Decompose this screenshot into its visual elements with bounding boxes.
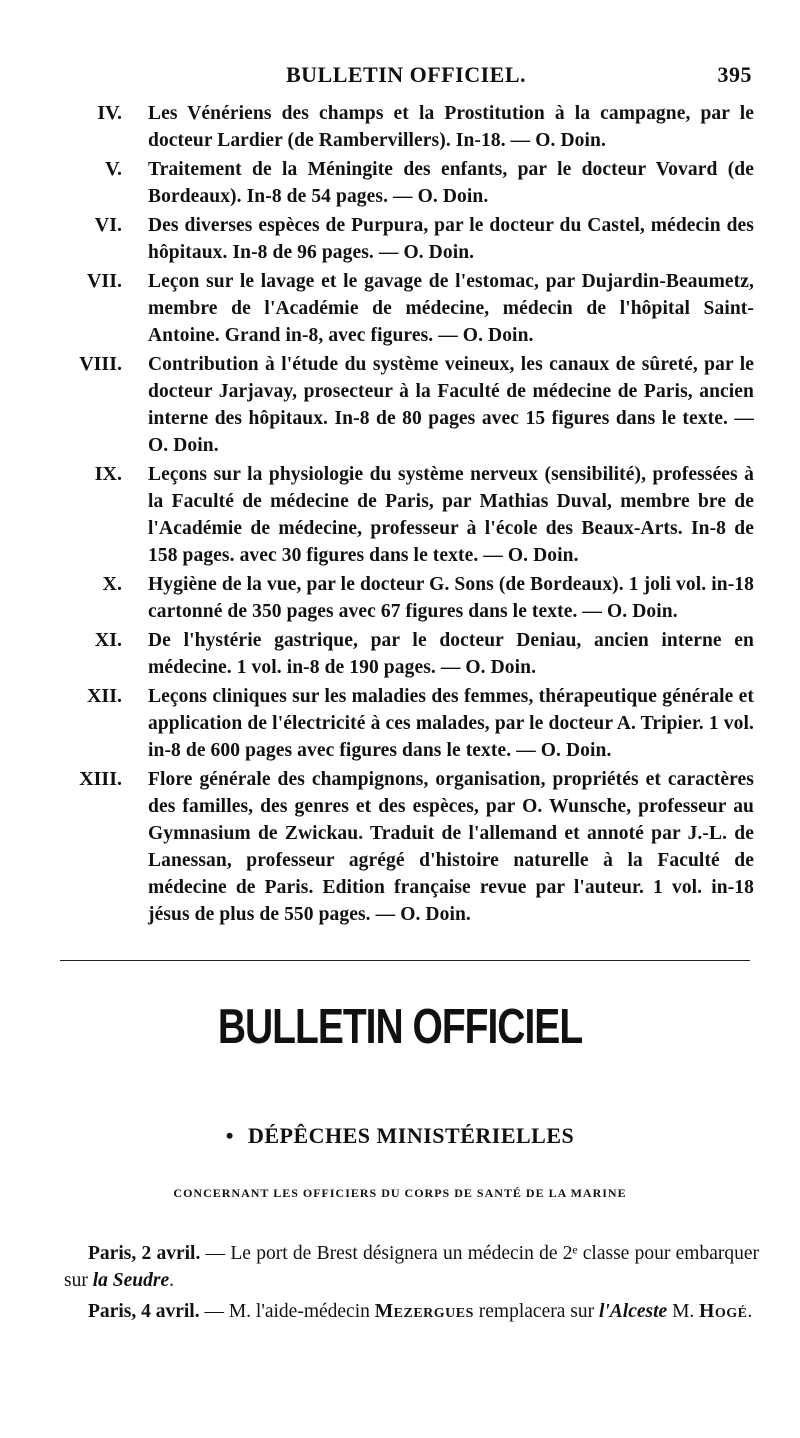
subheading: CONCERNANT LES OFFICIERS DU CORPS DE SANTÉ DE LA MARINE [173, 1186, 627, 1200]
running-header [60, 62, 752, 96]
dispatch-entry [64, 1240, 759, 1294]
entry-text: Leçons sur la physiologie du système nerveux (sensibilité), professées à la Faculté de médecine de Paris, par Mathias Duval, membre bre de l'Académie de médecine, professeur à l'école des Beaux-Arts. In-8 de 158 pages. avec 30 figures dans le texte. — O. Doin. [148, 464, 754, 566]
entry-number: XII. [86, 685, 122, 707]
entry-number: VI. [94, 214, 122, 236]
list-item [64, 156, 754, 210]
list-item [64, 100, 754, 154]
dispatch-text: — M. l'aide-médecin [199, 1301, 375, 1322]
entry-text: Leçon sur le lavage et le gavage de l'estomac, par Dujardin-Beaumetz, membre de l'Académie de médecine, médecin de l'hôpital Saint-Antoine. Grand in-8, avec figures. — O. Doin. [148, 271, 754, 346]
dispatch-list [64, 1240, 759, 1329]
officer-name: Mezergues [374, 1301, 474, 1322]
list-item [64, 683, 754, 764]
dispatch-date: Paris, 4 avril. [88, 1301, 200, 1322]
entry-text: Leçons cliniques sur les maladies des femmes, thérapeutique générale et application de l'électricité à ces malades, par le docteur A. Tripier. 1 vol. in-8 de 600 pages avec figures dans le texte. — O. Doin. [148, 686, 754, 761]
entry-text: Des diverses espèces de Purpura, par le docteur du Castel, médecin des hôpitaux. In-8 de 96 pages. — O. Doin. [148, 215, 754, 263]
list-item [64, 351, 754, 459]
dispatch-text: — Le port de Brest désignera un médecin de 2ᵉ classe pour embarquer sur [64, 1243, 759, 1291]
list-item [64, 268, 754, 349]
entry-number: V. [105, 158, 122, 180]
list-item [64, 461, 754, 569]
dispatch-text-end: . [747, 1301, 753, 1322]
dispatch-entry [64, 1298, 759, 1325]
dispatch-text-end: . [169, 1270, 174, 1291]
entry-text: Contribution à l'étude du système veineux, les canaux de sûreté, par le docteur Jarjavay, prosecteur à la Faculté de médecine de Paris, ancien interne des hôpitaux. In-8 de 80 pages avec 15 figures dans le texte. — O. Doin. [148, 354, 754, 456]
entry-number: XIII. [79, 768, 122, 790]
section-title: BULLETIN OFFICIEL [217, 1000, 583, 1055]
entry-text: De l'hystérie gastrique, par le docteur Deniau, ancien interne en médecine. 1 vol. in-8 de 190 pages. — O. Doin. [148, 630, 754, 678]
bullet-icon: • [225, 1123, 234, 1148]
list-item [64, 627, 754, 681]
entry-number: VII. [86, 270, 122, 292]
ship-name: l'Alceste [598, 1301, 668, 1322]
list-item [64, 766, 754, 928]
section-divider [60, 960, 750, 961]
bibliography-list [64, 100, 754, 930]
entry-number: XI. [94, 629, 122, 651]
page-number: 395 [717, 62, 752, 87]
entry-number: X. [102, 573, 122, 595]
subsection-title [0, 1123, 800, 1149]
entry-text: Flore générale des champignons, organisation, propriétés et caractères des familles, des genres et des espèces, par O. Wunsche, professeur au Gymnasium de Zwickau. Traduit de l'allemand et annoté par J.-L. de Lanessan, professeur agrégé d'histoire naturelle à la Faculté de médecine de Paris. Edition française revue par l'auteur. 1 vol. in-18 jésus de plus de 550 pages. — O. Doin. [148, 769, 754, 925]
dispatch-date: Paris, 2 avril. [88, 1243, 201, 1264]
entry-text: Hygiène de la vue, par le docteur G. Sons (de Bordeaux). 1 joli vol. in-18 cartonné de 350 pages avec 67 figures dans le texte. — O. Doin. [148, 574, 754, 622]
entry-text: Traitement de la Méningite des enfants, par le docteur Vovard (de Bordeaux). In-8 de 54 pages. — O. Doin. [148, 159, 754, 207]
list-item [64, 212, 754, 266]
entry-number: IX. [94, 463, 122, 485]
list-item [64, 571, 754, 625]
entry-number: VIII. [79, 353, 122, 375]
ship-name: la Seudre [92, 1270, 170, 1291]
officer-name-2: Hogé [699, 1301, 748, 1322]
entry-number: IV. [97, 102, 122, 124]
subsection-title-text: DÉPÊCHES MINISTÉRIELLES [247, 1123, 575, 1148]
running-title: BULLETIN OFFICIEL. [285, 62, 527, 87]
dispatch-text-middle: remplacera sur [473, 1301, 599, 1322]
dispatch-text-after: M. [667, 1301, 700, 1322]
entry-text: Les Vénériens des champs et la Prostitution à la campagne, par le docteur Lardier (de Rambervillers). In-18. — O. Doin. [148, 103, 754, 151]
